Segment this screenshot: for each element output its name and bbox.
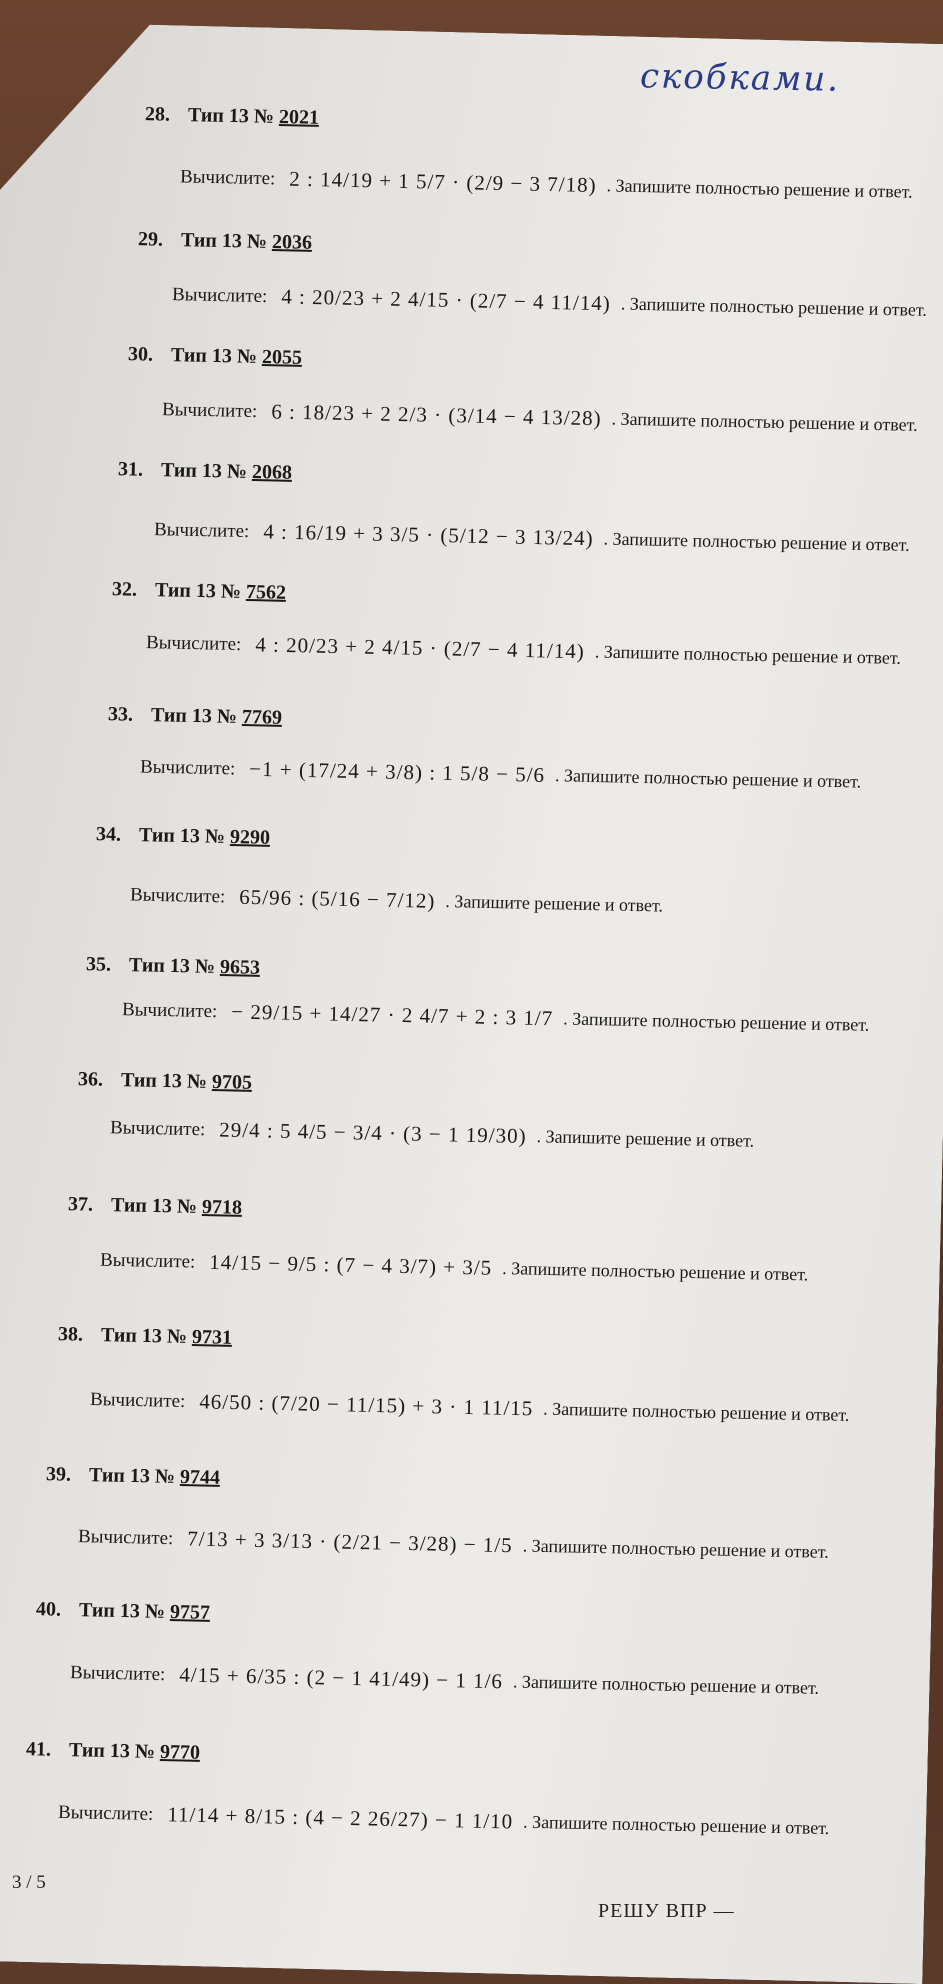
problem-header	[46, 1463, 220, 1490]
problem-expression: − 29/15 + 14/27 · 2 4/7 + 2 : 3 1/7	[231, 999, 554, 1031]
problem-header	[86, 953, 260, 980]
problem-label: Вычислите:	[89, 1388, 186, 1412]
problem-label: Вычислите:	[179, 165, 276, 189]
problem-id-link[interactable]: 9718	[201, 1195, 243, 1219]
problem-instruction: . Запишите полностью решение и ответ.	[563, 1008, 870, 1035]
problem-label: Вычислите:	[171, 283, 268, 307]
problem-type: Тип 13 №	[187, 104, 275, 128]
problem-header	[108, 703, 282, 730]
problem-expression: 4/15 + 6/35 : (2 − 1 41/49) − 1 1/6	[179, 1662, 504, 1694]
problem-label: Вычислите:	[57, 1801, 154, 1825]
problem-id-link[interactable]: 2055	[261, 345, 303, 369]
problem-id-link[interactable]: 9744	[179, 1465, 221, 1489]
problem-expression: 4 : 16/19 + 3 3/5 · (5/12 − 3 13/24)	[263, 519, 594, 551]
problem-label: Вычислите:	[145, 631, 242, 655]
problem-header	[68, 1193, 242, 1220]
problem-id-link[interactable]: 9653	[219, 955, 261, 979]
problem-number: 29.	[137, 228, 164, 251]
problem-id-link[interactable]: 2036	[271, 230, 313, 254]
problem-type: Тип 13 №	[68, 1739, 156, 1763]
problem-instruction: . Запишите решение и ответ.	[536, 1126, 755, 1151]
problem-id-link[interactable]: 9705	[211, 1070, 253, 1094]
problem-number: 34.	[95, 823, 122, 846]
problem-number: 35.	[85, 953, 112, 976]
problem-id-link[interactable]: 2068	[251, 460, 293, 484]
problem-label: Вычислите:	[109, 1116, 206, 1140]
problem-header	[128, 343, 302, 370]
problem-expression: 4 : 20/23 + 2 4/15 · (2/7 − 4 11/14)	[281, 284, 612, 316]
problem-number: 33.	[107, 703, 134, 726]
problem-expression: 6 : 18/23 + 2 2/3 · (3/14 − 4 13/28)	[271, 399, 602, 431]
problem-instruction: . Запишите полностью решение и ответ.	[543, 1398, 850, 1425]
page-number: 3 / 5	[12, 1872, 46, 1893]
problem-instruction: . Запишите полностью решение и ответ.	[620, 293, 928, 320]
problem-type: Тип 13 №	[78, 1599, 166, 1623]
problem-label: Вычислите:	[121, 998, 218, 1022]
problem-instruction: . Запишите полностью решение и ответ.	[554, 765, 862, 792]
problem-expression: 2 : 14/19 + 1 5/7 · (2/9 − 3 7/18)	[289, 166, 597, 198]
problem-number: 39.	[45, 1463, 72, 1486]
problem-instruction: . Запишите полностью решение и ответ.	[594, 641, 902, 668]
handwritten-note: скобками.	[639, 56, 841, 100]
problem-instruction: . Запишите полностью решение и ответ.	[512, 1671, 820, 1698]
problem-instruction: . Запишите полностью решение и ответ.	[522, 1811, 830, 1839]
problem-number: 28.	[144, 103, 171, 126]
problem-label: Вычислите:	[99, 1249, 196, 1273]
problem-label: Вычислите:	[129, 883, 226, 907]
problem-label: Вычислите:	[139, 755, 236, 779]
problem-number: 30.	[127, 343, 154, 366]
problem-number: 37.	[67, 1193, 94, 1216]
problem-type: Тип 13 №	[100, 1324, 188, 1348]
problem-header	[36, 1598, 210, 1625]
problem-id-link[interactable]: 7769	[241, 705, 283, 729]
problem-id-link[interactable]: 9770	[159, 1740, 201, 1764]
problem-type: Тип 13 №	[128, 954, 216, 978]
problem-instruction: . Запишите полностью решение и ответ.	[606, 175, 913, 202]
problem-header	[58, 1323, 232, 1350]
problem-header	[112, 578, 286, 605]
problem-instruction: . Запишите полностью решение и ответ.	[603, 528, 910, 555]
problem-number: 41.	[25, 1738, 52, 1761]
problem-type: Тип 13 №	[88, 1464, 176, 1488]
problem-type: Тип 13 №	[150, 704, 238, 728]
problem-header	[138, 228, 312, 255]
footer-brand: РЕШУ ВПР —	[598, 1900, 735, 1922]
problem-type: Тип 13 №	[110, 1194, 198, 1218]
problem-number: 36.	[77, 1068, 104, 1091]
problem-header	[118, 458, 292, 485]
problem-number: 38.	[57, 1323, 84, 1346]
problem-instruction: . Запишите решение и ответ.	[445, 891, 664, 916]
problem-number: 31.	[117, 458, 144, 481]
problem-type: Тип 13 №	[180, 229, 268, 253]
problem-id-link[interactable]: 9290	[229, 825, 271, 849]
problem-number: 32.	[111, 578, 138, 601]
problem-instruction: . Запишите полностью решение и ответ.	[502, 1258, 809, 1285]
problem-label: Вычислите:	[153, 518, 250, 542]
problem-instruction: . Запишите полностью решение и ответ.	[522, 1535, 829, 1562]
problem-label: Вычислите:	[69, 1661, 166, 1685]
problem-number: 40.	[35, 1598, 62, 1621]
problem-id-link[interactable]: 7562	[245, 580, 287, 604]
problem-label: Вычислите:	[77, 1525, 174, 1549]
problem-type: Тип 13 №	[120, 1069, 208, 1093]
problem-expression: 4 : 20/23 + 2 4/15 · (2/7 − 4 11/14)	[255, 632, 586, 664]
problem-label: Вычислите:	[161, 398, 258, 422]
problem-type: Тип 13 №	[160, 459, 248, 483]
problem-type: Тип 13 №	[154, 579, 242, 603]
problem-header	[78, 1068, 252, 1095]
problem-header	[145, 103, 319, 130]
problem-expression: 7/13 + 3 3/13 · (2/21 − 3/28) − 1/5	[187, 1526, 513, 1558]
problem-header	[96, 823, 270, 850]
problem-expression: 46/50 : (7/20 − 11/15) + 3 · 1 11/15	[199, 1389, 534, 1421]
problem-expression: 14/15 − 9/5 : (7 − 4 3/7) + 3/5	[209, 1249, 493, 1280]
problem-id-link[interactable]: 2021	[278, 105, 320, 129]
problem-id-link[interactable]: 9731	[191, 1325, 233, 1349]
problem-type: Тип 13 №	[138, 824, 226, 848]
problem-expression: 11/14 + 8/15 : (4 − 2 26/27) − 1 1/10	[167, 1802, 514, 1834]
problem-id-link[interactable]: 9757	[169, 1600, 211, 1624]
problem-expression: 65/96 : (5/16 − 7/12)	[239, 884, 436, 913]
problem-expression: −1 + (17/24 + 3/8) : 1 5/8 − 5/6	[249, 756, 546, 787]
problem-instruction: . Запишите полностью решение и ответ.	[611, 408, 918, 435]
problem-type: Тип 13 №	[170, 344, 258, 368]
problem-expression: 29/4 : 5 4/5 − 3/4 · (3 − 1 19/30)	[219, 1117, 527, 1148]
problem-header	[26, 1738, 200, 1765]
